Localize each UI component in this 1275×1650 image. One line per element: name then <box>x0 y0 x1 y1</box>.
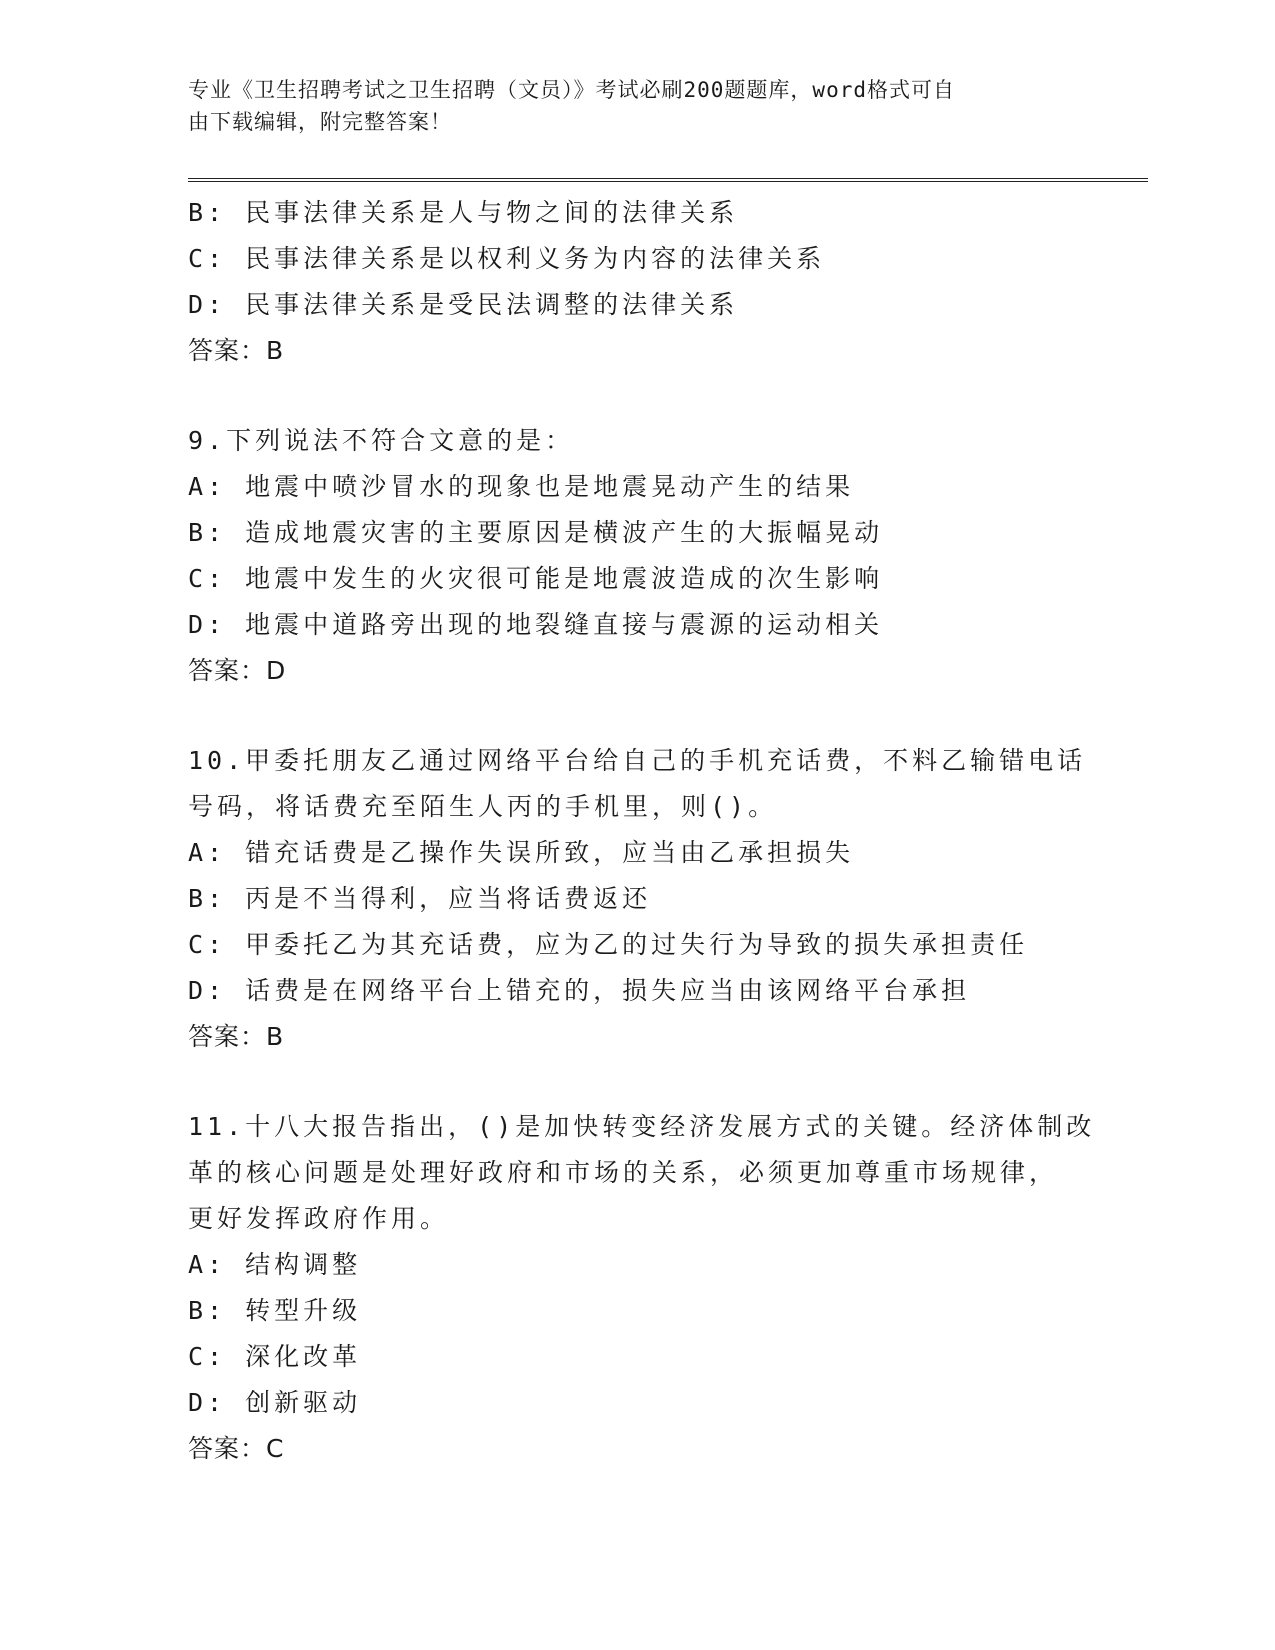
answer-line: 答案：C <box>188 1434 285 1463</box>
option-b: B: 造成地震灾害的主要原因是横波产生的大振幅晃动 <box>188 518 884 547</box>
option-a: A: 地震中喷沙冒水的现象也是地震晃动产生的结果 <box>188 472 855 501</box>
option-c: C: 地震中发生的火灾很可能是地震波造成的次生影响 <box>188 564 884 593</box>
header-line-2: 由下载编辑，附完整答案！ <box>188 110 452 134</box>
question-block-11 <box>188 1104 1096 1472</box>
option-a: A: 错充话费是乙操作失误所致，应当由乙承担损失 <box>188 838 855 867</box>
option-c: C: 深化改革 <box>188 1342 362 1371</box>
spacer <box>188 694 1088 738</box>
question-stem-line-2: 革的核心问题是处理好政府和市场的关系，必须更加尊重市场规律， <box>188 1158 1059 1187</box>
header-divider <box>188 178 1148 182</box>
question-stem-line-1: 11.十八大报告指出，()是加快转变经济发展方式的关键。经济体制改 <box>188 1112 1096 1141</box>
question-list <box>188 190 1096 1472</box>
option-b: B: 转型升级 <box>188 1296 362 1325</box>
question-block-10 <box>188 738 1088 1060</box>
option-d: D: 创新驱动 <box>188 1388 362 1417</box>
option-d: D: 民事法律关系是受民法调整的法律关系 <box>188 290 739 319</box>
option-a: A: 结构调整 <box>188 1250 362 1279</box>
question-block-partial <box>188 190 1088 374</box>
header-line-1: 专业《卫生招聘考试之卫生招聘（文员）》考试必刷200题题库，word格式可自 <box>188 78 955 102</box>
answer-line: 答案：D <box>188 656 287 685</box>
spacer <box>188 374 1088 418</box>
question-stem: 9.下列说法不符合文意的是： <box>188 426 575 455</box>
document-header <box>188 74 1078 138</box>
question-block-9 <box>188 418 1088 694</box>
option-c: C: 民事法律关系是以权利义务为内容的法律关系 <box>188 244 826 273</box>
option-c: C: 甲委托乙为其充话费，应为乙的过失行为导致的损失承担责任 <box>188 930 1029 959</box>
option-b: B: 民事法律关系是人与物之间的法律关系 <box>188 198 739 227</box>
option-d: D: 话费是在网络平台上错充的，损失应当由该网络平台承担 <box>188 976 971 1005</box>
answer-line: 答案：B <box>188 336 285 365</box>
option-d: D: 地震中道路旁出现的地裂缝直接与震源的运动相关 <box>188 610 884 639</box>
option-b: B: 丙是不当得利，应当将话费返还 <box>188 884 652 913</box>
spacer <box>188 1060 1088 1104</box>
question-stem-line-1: 10.甲委托朋友乙通过网络平台给自己的手机充话费，不料乙输错电话 <box>188 746 1087 775</box>
answer-line: 答案：B <box>188 1022 285 1051</box>
question-stem-line-2: 号码，将话费充至陌生人丙的手机里，则()。 <box>188 792 778 821</box>
question-stem-line-3: 更好发挥政府作用。 <box>188 1204 450 1233</box>
